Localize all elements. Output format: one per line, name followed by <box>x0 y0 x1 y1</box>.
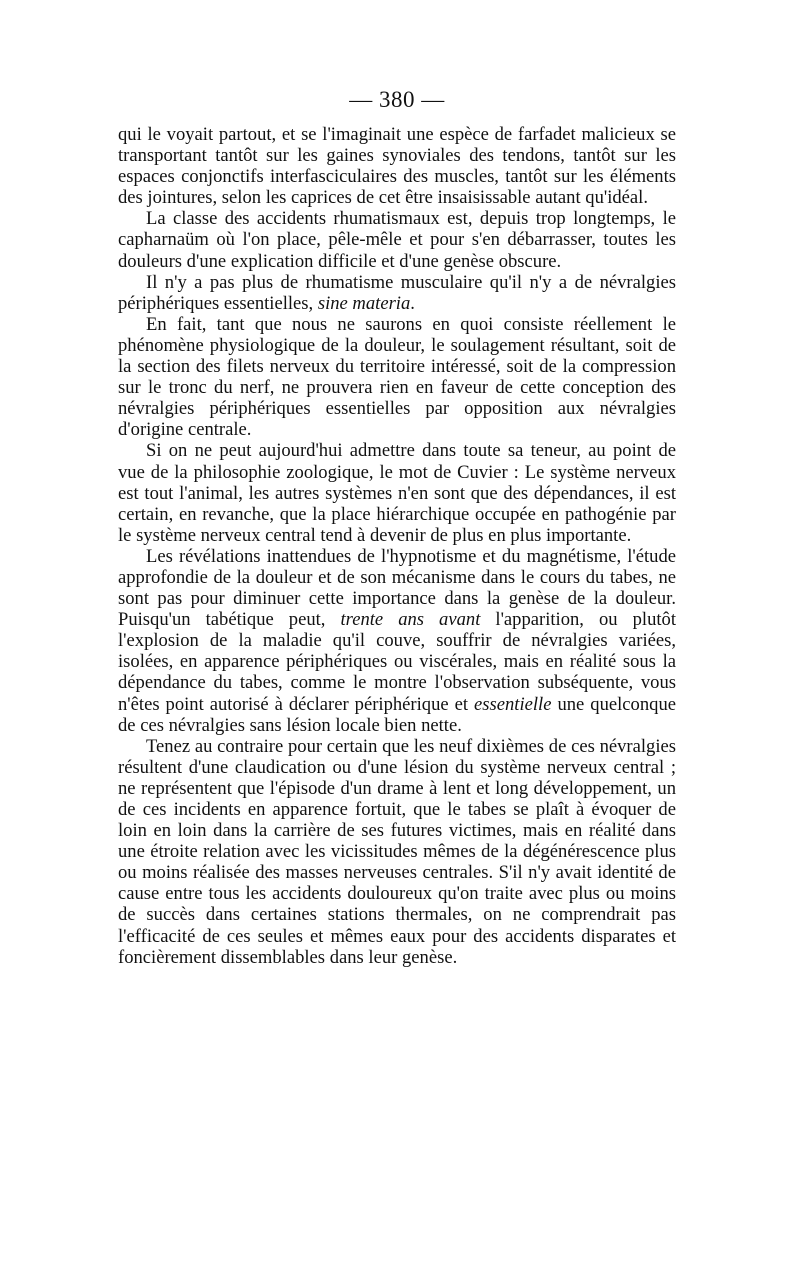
text-run: une quelconque de ces névralgies sans lésion locale bien nette. <box>118 693 676 736</box>
text-run: . <box>410 292 415 314</box>
text-run: l'apparition, ou plutôt l'explosion de la maladie qu'il couve, souffrir de névralgies variées, isolées, en apparence périphériques ou viscérales, mais en réalité sous la dépendance du tabes, comme le montre l'observation subséquente, vous n'êtes point autorisé à déclarer périphérique et <box>118 609 676 715</box>
paragraph <box>118 314 676 441</box>
text-run: Si on ne peut aujourd'hui admettre dans toute sa teneur, au point de vue de la philosophie zoologique, le mot de Cuvier : Le système nerveux est tout l'animal, les autres systèmes n'en sont que des dépendances, il est certain, en revanche, que la place hiérarchique occupée en pathogénie par le système nerveux central tend à devenir de plus en plus importante. <box>118 440 676 546</box>
text-run: Tenez au contraire pour certain que les neuf dixièmes de ces névralgies résultent d'une claudication ou d'une lésion du système nerveux central ; ne représentent que l'épisode d'un drame à lent et long développement, un de ces incidents en apparence fortuit, que le tabes se plaît à évoquer de loin en loin dans la carrière de ses futures victimes, mais en réalité dans une étroite relation avec les vicissitudes mêmes de la dégénérescence plus ou moins réalisée des masses nerveuses centrales. S'il n'y avait identité de cause entre tous les accidents douloureux qu'on traite avec plus ou moins de succès dans certaines stations thermales, on ne comprendrait pas l'efficacité de ces seules et mêmes eaux pour des accidents disparates et foncièrement dissemblables dans leur genèse. <box>118 735 676 968</box>
text-run: qui le voyait partout, et se l'imaginait une espèce de farfadet malicieux se transportant tantôt sur les gaines synoviales des tendons, tantôt sur les espaces conjonctifs interfasciculaires des muscles, tantôt sur les éléments des jointures, selon les caprices de cet être insaisissable autant qu'idéal. <box>118 124 676 209</box>
paragraph <box>118 546 676 736</box>
italic-text: trente ans avant <box>340 609 481 631</box>
page-number: — 380 — <box>349 87 445 112</box>
italic-text: sine materia <box>317 292 411 314</box>
paragraph <box>118 440 676 545</box>
paragraph <box>118 736 676 968</box>
paragraph <box>118 124 676 208</box>
book-page <box>118 86 676 968</box>
italic-text: essentielle <box>474 693 552 715</box>
paragraph <box>118 208 676 271</box>
text-run: Les révélations inattendues de l'hypnotisme et du magnétisme, l'étude approfondie de la douleur et de son mécanisme dans le cours du tabes, ne sont pas pour diminuer cette importance dans la genèse de la douleur. Puisqu'un tabétique peut, <box>118 545 676 631</box>
text-run: La classe des accidents rhumatismaux est, depuis trop longtemps, le capharnaüm où l'on place, pêle-mêle et pour s'en débarrasser, toutes les douleurs d'une explication difficile et d'une genèse obscure. <box>118 208 676 272</box>
text-run: En fait, tant que nous ne saurons en quoi consiste réellement le phénomène physiologique de la douleur, le soulagement résultant, soit de la section des filets nerveux du territoire intéressé, soit de la compression sur le tronc du nerf, ne prouvera rien en faveur de cette conception des névralgies périphériques essentielles par opposition aux névralgies d'origine centrale. <box>118 313 676 441</box>
text-run: Il n'y a pas plus de rhumatisme musculaire qu'il n'y a de névralgies périphériques essentielles, <box>118 271 676 314</box>
paragraph <box>118 272 676 314</box>
body-text <box>118 124 676 968</box>
